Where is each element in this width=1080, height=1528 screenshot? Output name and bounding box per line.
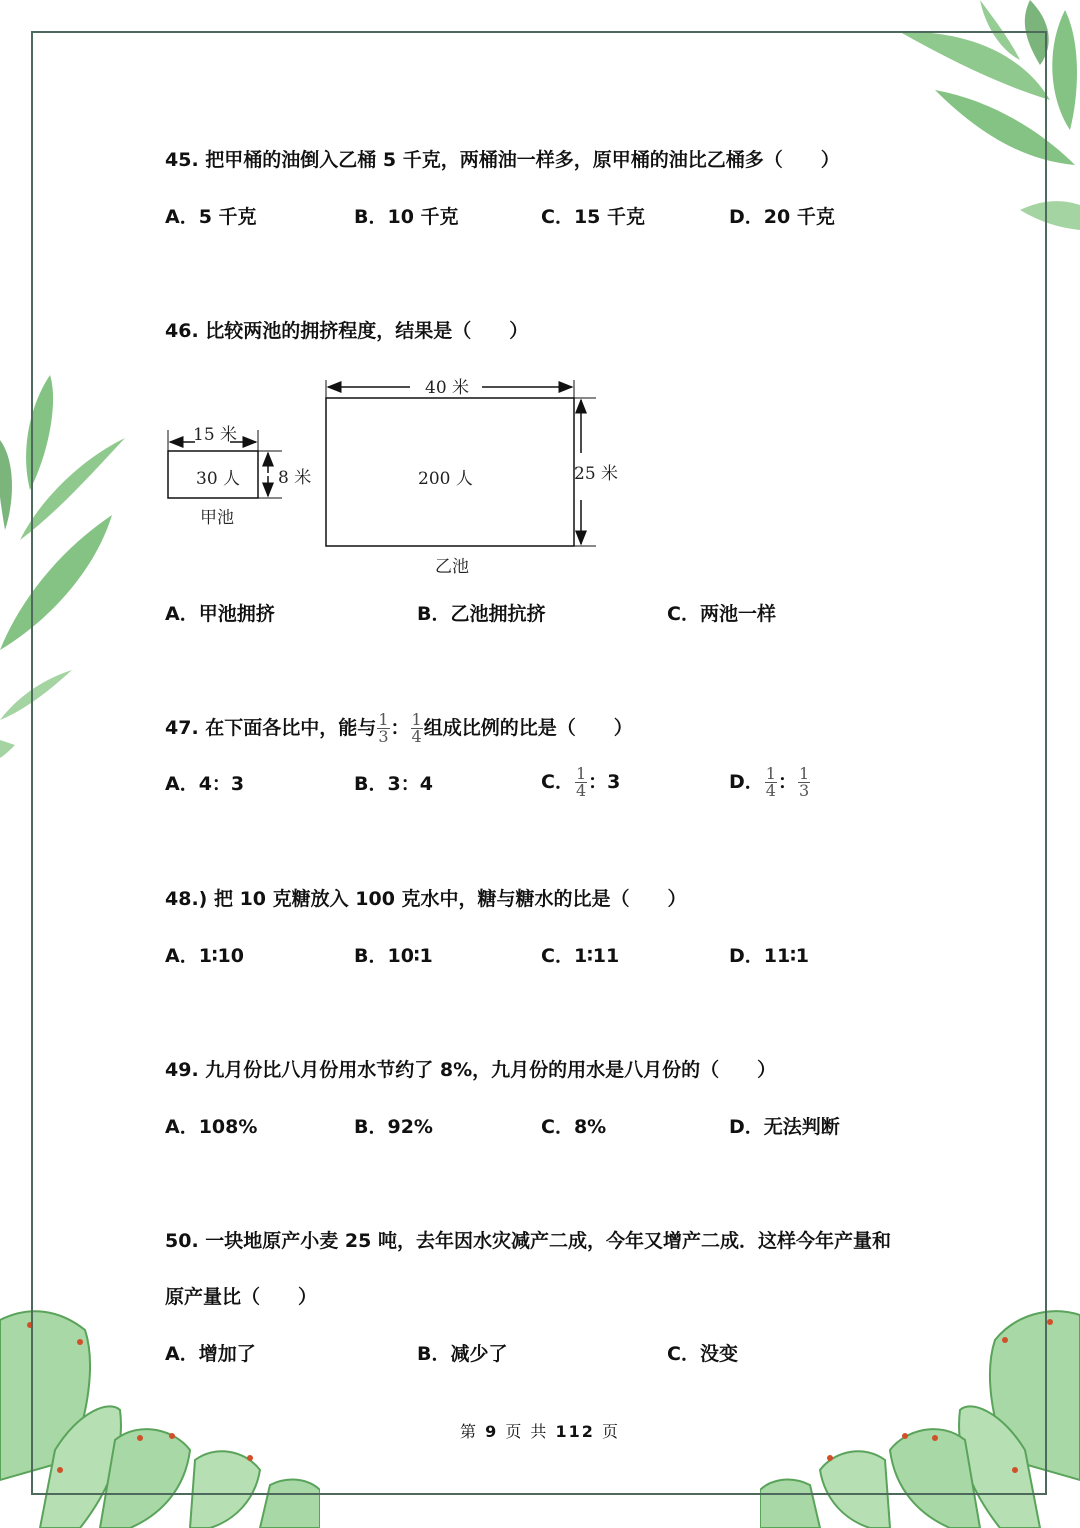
question-number: 45. (165, 149, 199, 171)
pool-a-name: 甲池 (200, 508, 234, 528)
question-text-line1: 一块地原产小麦 25 吨，去年因水灾减产二成，今年又增产二成．这样今年产量和 (205, 1230, 891, 1252)
fraction-one-third: $\frac{1}{3}$ (798, 764, 810, 800)
ratio-separator: ： (390, 717, 410, 739)
question-number: 49. (165, 1059, 199, 1081)
option-45-b[interactable]: B．10 千克 (354, 206, 459, 228)
pool-b-width-label: 40 米 (425, 378, 470, 398)
option-45-a[interactable]: A．5 千克 (165, 206, 257, 228)
option-46-a[interactable]: A．甲池拥挤 (165, 603, 275, 625)
question-number: 50. (165, 1230, 199, 1252)
pool-a-people-label: 30 人 (196, 469, 241, 489)
option-50-a[interactable]: A．增加了 (165, 1343, 256, 1365)
option-47-a[interactable]: A．4：3 (165, 773, 245, 795)
footer-mid: 页 共 (505, 1422, 549, 1441)
pool-b-height-label: 25 米 (574, 464, 619, 484)
question-text-after: 组成比例的比是（ ） (423, 717, 633, 739)
question-text: 把 10 克糖放入 100 克水中，糖与糖水的比是（ ） (213, 888, 687, 910)
option-49-d[interactable]: D．无法判断 (729, 1116, 840, 1138)
question-number: 47. (165, 717, 199, 739)
option-45-d[interactable]: D．20 千克 (729, 206, 835, 228)
question-50 (165, 1229, 891, 1253)
fraction-one-third: $\frac{1}{3}$ (378, 710, 389, 746)
fraction-one-fourth: $\frac{1}{4}$ (765, 764, 776, 800)
question-number: 46. (165, 320, 199, 342)
option-label: D． (729, 771, 764, 793)
question-text-before: 在下面各比中，能与 (205, 717, 377, 739)
pool-a-height-label: 8 米 (278, 468, 312, 488)
option-47-c[interactable] (541, 766, 620, 799)
page-footer (0, 1419, 1080, 1442)
question-number: 48.) (165, 888, 208, 910)
pool-b-people-label: 200 人 (418, 469, 473, 489)
question-47 (165, 712, 633, 745)
footer-suffix: 页 (602, 1422, 621, 1441)
option-46-c[interactable]: C．两池一样 (667, 603, 776, 625)
option-48-a[interactable]: A．1∶10 (165, 945, 244, 967)
option-49-a[interactable]: A．108% (165, 1116, 258, 1138)
option-49-c[interactable]: C．8% (541, 1116, 607, 1138)
option-47-d[interactable] (729, 766, 811, 799)
question-49 (165, 1058, 776, 1082)
option-50-c[interactable]: C．没变 (667, 1343, 738, 1365)
fraction-one-fourth: $\frac{1}{4}$ (411, 710, 422, 746)
option-45-c[interactable]: C．15 千克 (541, 206, 645, 228)
question-text: 九月份比八月份用水节约了 8%，九月份的用水是八月份的（ ） (205, 1059, 777, 1081)
fraction-one-fourth: $\frac{1}{4}$ (575, 764, 587, 800)
option-label: C． (541, 771, 574, 793)
question-text: 把甲桶的油倒入乙桶 5 千克，两桶油一样多，原甲桶的油比乙桶多（ ） (205, 149, 840, 171)
ratio-separator: ： (777, 771, 797, 793)
option-46-b[interactable]: B．乙池拥抗挤 (417, 603, 546, 625)
option-48-b[interactable]: B．10∶1 (354, 945, 433, 967)
option-rest: ：3 (588, 771, 621, 793)
page-frame (31, 31, 1047, 1495)
current-page-number: 9 (485, 1422, 499, 1441)
pool-diagram (160, 368, 640, 583)
question-48 (165, 887, 687, 911)
option-49-b[interactable]: B．92% (354, 1116, 433, 1138)
option-48-d[interactable]: D．11∶1 (729, 945, 810, 967)
pool-a-width-label: 15 米 (193, 425, 238, 445)
pool-b-name: 乙池 (435, 557, 469, 577)
option-50-b[interactable]: B．减少了 (417, 1343, 508, 1365)
option-47-b[interactable]: B．3：4 (354, 773, 433, 795)
question-46 (165, 319, 528, 343)
question-50-line2: 原产量比（ ） (165, 1286, 318, 1308)
footer-prefix: 第 (459, 1422, 478, 1441)
question-45 (165, 148, 840, 172)
question-text: 比较两池的拥挤程度，结果是（ ） (205, 320, 529, 342)
total-pages: 112 (555, 1422, 595, 1441)
option-48-c[interactable]: C．1∶11 (541, 945, 620, 967)
